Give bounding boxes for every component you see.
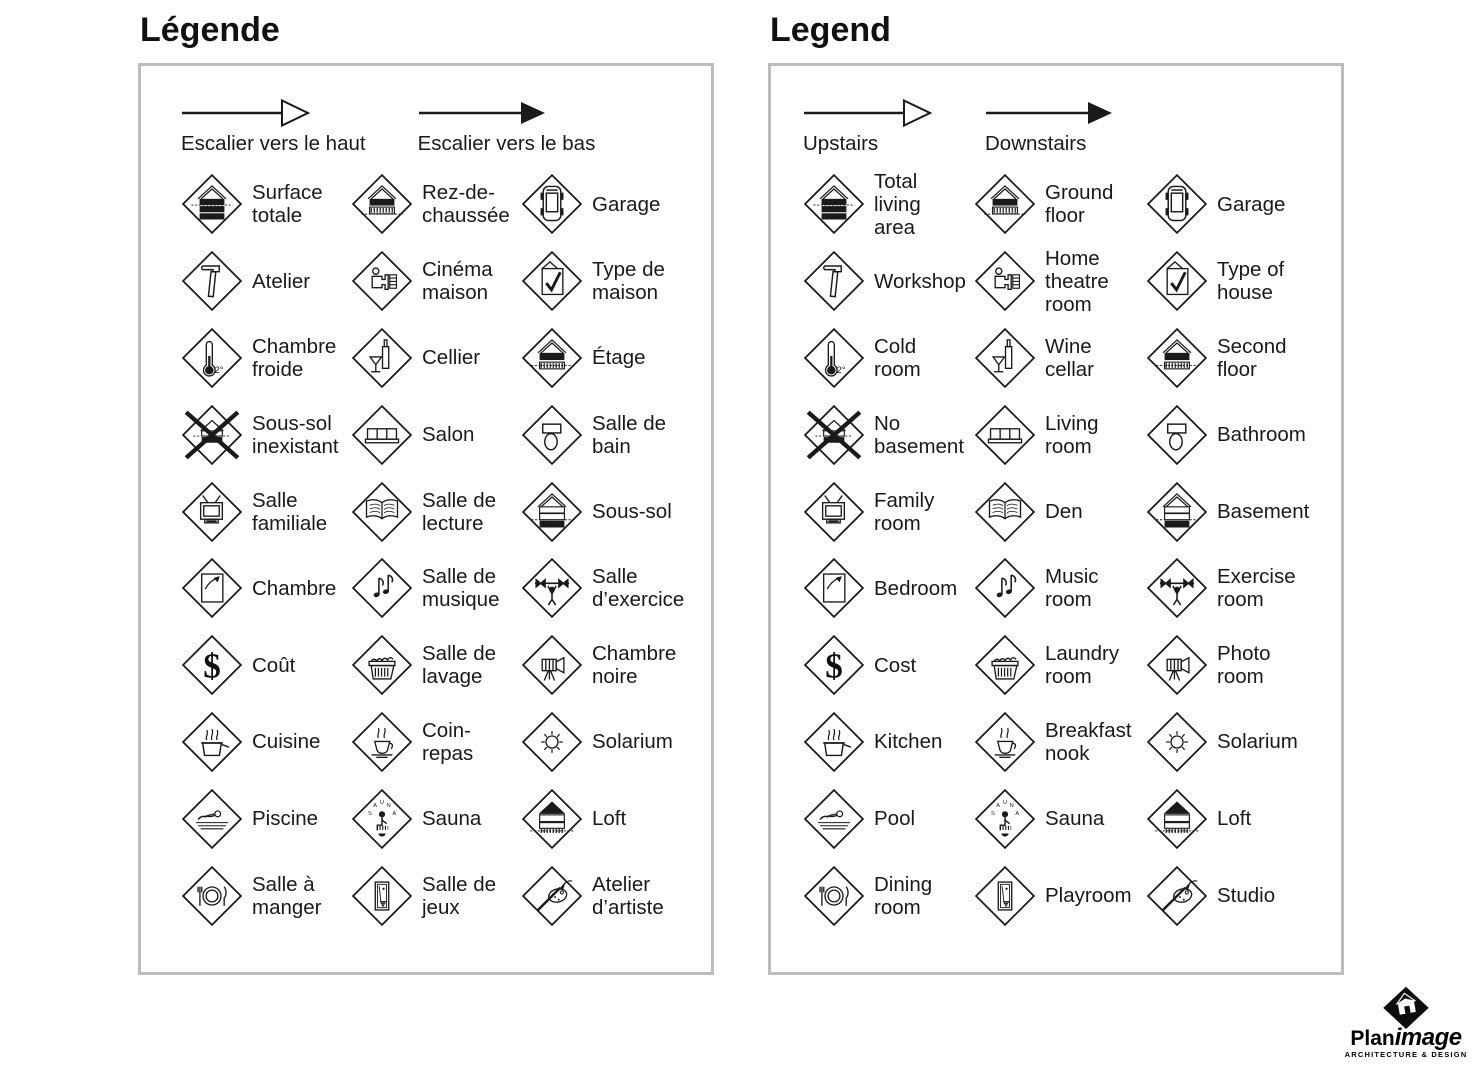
garage-icon <box>1146 173 1208 235</box>
legend-grid-french <box>181 166 711 934</box>
legend-item-playroom <box>974 857 1146 934</box>
legend-item-no-basement <box>181 396 351 473</box>
legend-item-label: Salle de lavage <box>422 642 497 689</box>
playroom-icon <box>974 865 1036 927</box>
legend-item-label: Sous-sol inexistant <box>252 411 339 458</box>
laundry-room-icon <box>351 634 413 696</box>
type-of-house-icon <box>521 250 583 312</box>
type-of-house-icon <box>1146 250 1208 312</box>
legend-item-label: Type de maison <box>592 258 665 305</box>
legend-item-living-room <box>351 396 521 473</box>
svg-text:$: $ <box>203 646 221 686</box>
exercise-room-icon <box>1146 557 1208 619</box>
legend-item-solarium <box>521 704 717 781</box>
bathroom-icon <box>521 404 583 466</box>
legend-item-total-area <box>803 166 974 243</box>
legend-item-label: Music room <box>1045 565 1099 612</box>
legend-item-den <box>351 473 521 550</box>
family-room-icon <box>803 481 865 543</box>
legend-item-total-area <box>181 166 351 243</box>
legend-item-label: Salle familiale <box>252 488 328 535</box>
legend-item-den <box>974 473 1146 550</box>
legend-item-label: Salle de musique <box>422 565 500 612</box>
legend-item-label: Home theatre room <box>1045 246 1109 316</box>
legend-item-workshop <box>803 243 974 320</box>
legend-item-label: Second floor <box>1217 334 1287 381</box>
total-area-icon <box>803 173 865 235</box>
legend-item-label: Cold room <box>874 334 921 381</box>
no-basement-icon <box>181 404 243 466</box>
no-basement-icon <box>803 404 865 466</box>
svg-text:A: A <box>373 802 378 809</box>
legend-item-label: Dining room <box>874 872 933 919</box>
sauna-icon <box>974 788 1036 850</box>
solarium-icon <box>521 711 583 773</box>
basement-icon <box>521 481 583 543</box>
legend-item-label: Studio <box>1217 884 1276 908</box>
legend-item-label: Surface totale <box>252 181 323 228</box>
legend-item-label: Cinéma maison <box>422 258 493 305</box>
legend-item-label: Garage <box>1217 192 1286 216</box>
ground-floor-icon <box>351 173 413 235</box>
legend-item-label: Salle de bain <box>592 411 667 458</box>
legend-item-loft <box>1146 780 1339 857</box>
legend-item-label: Laundry room <box>1045 642 1120 689</box>
legend-item-label: Wine cellar <box>1045 334 1094 381</box>
legend-item-pool <box>803 780 974 857</box>
exercise-room-icon <box>521 557 583 619</box>
playroom-icon <box>351 865 413 927</box>
legend-item-music-room <box>351 550 521 627</box>
legend-item-bedroom <box>181 550 351 627</box>
stairs-down-arrow-icon <box>985 96 1115 130</box>
breakfast-nook-icon <box>974 711 1036 773</box>
stairs-up-legend <box>803 96 933 156</box>
planimage-logo-name <box>1336 1024 1476 1051</box>
ground-floor-icon <box>974 173 1036 235</box>
legend-item-exercise-room <box>1146 550 1339 627</box>
legend-item-label: Playroom <box>1045 884 1132 908</box>
wine-cellar-icon <box>974 327 1036 389</box>
living-room-icon <box>351 404 413 466</box>
dining-room-icon <box>803 865 865 927</box>
music-room-icon <box>351 557 413 619</box>
legend-item-label: Bedroom <box>874 576 958 600</box>
legend-item-family-room <box>181 473 351 550</box>
laundry-room-icon <box>974 634 1036 696</box>
legend-item-sauna <box>974 780 1146 857</box>
legend-item-label: Coin-repas <box>422 718 474 765</box>
stairs-up-label: Upstairs <box>803 132 879 155</box>
legend-item-breakfast-nook <box>974 704 1146 781</box>
legend-item-studio <box>521 857 717 934</box>
legend-item-type-of-house <box>1146 243 1339 320</box>
legend-item-dining-room <box>803 857 974 934</box>
total-area-icon <box>181 173 243 235</box>
logo-name-italic: image <box>1394 1024 1462 1051</box>
legend-item-label: Kitchen <box>874 730 943 754</box>
svg-text:U: U <box>379 799 385 806</box>
legend-item-garage <box>1146 166 1339 243</box>
svg-text:2°: 2° <box>214 364 224 375</box>
legend-item-loft <box>521 780 717 857</box>
stairs-down-label: Downstairs <box>985 132 1087 155</box>
breakfast-nook-icon <box>351 711 413 773</box>
legend-item-label: Den <box>1045 500 1083 524</box>
solarium-icon <box>1146 711 1208 773</box>
wine-cellar-icon <box>351 327 413 389</box>
legend-item-laundry-room <box>974 627 1146 704</box>
page-title-english: Legend <box>770 11 891 49</box>
legend-box-french <box>138 63 714 975</box>
legend-item-garage <box>521 166 717 243</box>
loft-icon <box>1146 788 1208 850</box>
legend-item-wine-cellar <box>974 320 1146 397</box>
legend-item-label: No basement <box>874 411 965 458</box>
legend-item-type-of-house <box>521 243 717 320</box>
legend-item-label: Solarium <box>1217 730 1298 754</box>
legend-item-label: Atelier d’artiste <box>592 872 664 919</box>
legend-item-basement <box>521 473 717 550</box>
cold-room-icon <box>181 327 243 389</box>
legend-item-label: Salon <box>422 423 475 447</box>
legend-item-label: Cuisine <box>252 730 321 754</box>
legend-item-ground-floor <box>351 166 521 243</box>
legend-item-breakfast-nook <box>351 704 521 781</box>
legend-item-label: Photo room <box>1217 642 1271 689</box>
svg-text:A: A <box>1015 810 1020 817</box>
kitchen-icon <box>181 711 243 773</box>
legend-item-laundry-room <box>351 627 521 704</box>
legend-item-label: Étage <box>592 346 646 370</box>
legend-item-label: Workshop <box>874 269 966 293</box>
cost-icon <box>181 634 243 696</box>
legend-item-dining-room <box>181 857 351 934</box>
legend-item-living-room <box>974 396 1146 473</box>
loft-icon <box>521 788 583 850</box>
cost-icon <box>803 634 865 696</box>
legend-item-label: Garage <box>592 192 661 216</box>
planimage-logo <box>1336 982 1476 1059</box>
legend-item-cold-room <box>181 320 351 397</box>
legend-item-label: Loft <box>1217 807 1252 831</box>
legend-item-workshop <box>181 243 351 320</box>
page-title-french: Légende <box>140 11 280 49</box>
stairs-down-arrow-icon <box>418 96 548 130</box>
legend-item-label: Total living area <box>874 169 921 239</box>
workshop-icon <box>181 250 243 312</box>
legend-item-label: Family room <box>874 488 935 535</box>
photo-room-icon <box>521 634 583 696</box>
home-theatre-icon <box>351 250 413 312</box>
svg-text:A: A <box>996 802 1001 809</box>
legend-item-label: Sous-sol <box>592 500 672 524</box>
sauna-icon <box>351 788 413 850</box>
legend-item-second-floor <box>1146 320 1339 397</box>
legend-item-music-room <box>974 550 1146 627</box>
legend-item-home-theatre <box>351 243 521 320</box>
svg-text:2°: 2° <box>836 364 846 375</box>
legend-grid-english <box>803 166 1341 934</box>
legend-item-bathroom <box>521 396 717 473</box>
legend-item-label: Living room <box>1045 411 1099 458</box>
bathroom-icon <box>1146 404 1208 466</box>
legend-item-label: Chambre <box>252 576 337 600</box>
studio-icon <box>521 865 583 927</box>
bedroom-icon <box>181 557 243 619</box>
legend-item-bedroom <box>803 550 974 627</box>
panel-english <box>768 8 1344 975</box>
studio-icon <box>1146 865 1208 927</box>
family-room-icon <box>181 481 243 543</box>
legend-item-playroom <box>351 857 521 934</box>
dining-room-icon <box>181 865 243 927</box>
svg-text:S: S <box>368 810 372 817</box>
svg-text:U: U <box>1002 799 1008 806</box>
logo-name-bold: Plan <box>1350 1027 1395 1050</box>
legend-item-label: Salle de lecture <box>422 488 497 535</box>
legend-item-basement <box>1146 473 1339 550</box>
stairs-up-arrow-icon <box>803 96 933 130</box>
legend-item-label: Chambre noire <box>592 642 677 689</box>
legend-item-label: Pool <box>874 807 916 831</box>
pool-icon <box>803 788 865 850</box>
second-floor-icon <box>521 327 583 389</box>
stairs-down-legend <box>985 96 1115 156</box>
legend-item-label: Type of house <box>1217 258 1285 305</box>
cold-room-icon <box>803 327 865 389</box>
workshop-icon <box>803 250 865 312</box>
stairs-arrows-english <box>803 96 1341 156</box>
legend-item-label: Ground floor <box>1045 181 1114 228</box>
legend-item-photo-room <box>1146 627 1339 704</box>
svg-text:N: N <box>1009 802 1014 809</box>
svg-text:N: N <box>386 802 391 809</box>
stairs-arrows-french <box>181 96 711 156</box>
legend-item-label: Loft <box>592 807 627 831</box>
svg-text:S: S <box>991 810 995 817</box>
legend-item-label: Rez-de-chaussée <box>422 181 510 228</box>
legend-box-english <box>768 63 1344 975</box>
legend-item-cold-room <box>803 320 974 397</box>
legend-item-label: Bathroom <box>1217 423 1306 447</box>
bedroom-icon <box>803 557 865 619</box>
legend-item-bathroom <box>1146 396 1339 473</box>
den-icon <box>974 481 1036 543</box>
legend-item-no-basement <box>803 396 974 473</box>
legend-item-pool <box>181 780 351 857</box>
legend-item-exercise-room <box>521 550 717 627</box>
stairs-up-arrow-icon <box>181 96 311 130</box>
legend-item-home-theatre <box>974 243 1146 320</box>
legend-item-sauna <box>351 780 521 857</box>
legend-item-family-room <box>803 473 974 550</box>
home-theatre-icon <box>974 250 1036 312</box>
stairs-down-label: Escalier vers le bas <box>417 132 596 155</box>
legend-item-kitchen <box>181 704 351 781</box>
legend-item-label: Piscine <box>252 807 319 831</box>
music-room-icon <box>974 557 1036 619</box>
legend-item-ground-floor <box>974 166 1146 243</box>
legend-item-second-floor <box>521 320 717 397</box>
kitchen-icon <box>803 711 865 773</box>
legend-item-cost <box>803 627 974 704</box>
legend-item-wine-cellar <box>351 320 521 397</box>
legend-item-studio <box>1146 857 1339 934</box>
den-icon <box>351 481 413 543</box>
svg-text:A: A <box>392 810 397 817</box>
legend-item-label: Chambre froide <box>252 334 337 381</box>
legend-item-label: Sauna <box>422 807 482 831</box>
legend-item-label: Sauna <box>1045 807 1105 831</box>
photo-room-icon <box>1146 634 1208 696</box>
legend-item-solarium <box>1146 704 1339 781</box>
legend-item-label: Cost <box>874 653 917 677</box>
legend-item-label: Breakfast nook <box>1045 718 1132 765</box>
garage-icon <box>521 173 583 235</box>
legend-item-label: Coût <box>252 653 296 677</box>
stairs-up-label: Escalier vers le haut <box>181 132 366 155</box>
legend-item-label: Solarium <box>592 730 673 754</box>
basement-icon <box>1146 481 1208 543</box>
legend-item-label: Basement <box>1217 500 1310 524</box>
svg-text:$: $ <box>825 646 843 686</box>
legend-item-label: Salle d’exercice <box>592 565 685 612</box>
legend-item-photo-room <box>521 627 717 704</box>
stairs-down-legend <box>418 96 596 156</box>
panel-french <box>138 8 714 975</box>
legend-item-label: Salle à manger <box>252 872 322 919</box>
legend-item-label: Exercise room <box>1217 565 1296 612</box>
planimage-logo-tagline: ARCHITECTURE & DESIGN <box>1344 1050 1468 1059</box>
second-floor-icon <box>1146 327 1208 389</box>
legend-item-cost <box>181 627 351 704</box>
legend-item-label: Salle de jeux <box>422 872 497 919</box>
pool-icon <box>181 788 243 850</box>
living-room-icon <box>974 404 1036 466</box>
legend-item-label: Cellier <box>422 346 481 370</box>
legend-item-label: Atelier <box>252 269 311 293</box>
legend-item-kitchen <box>803 704 974 781</box>
stairs-up-legend <box>181 96 366 156</box>
